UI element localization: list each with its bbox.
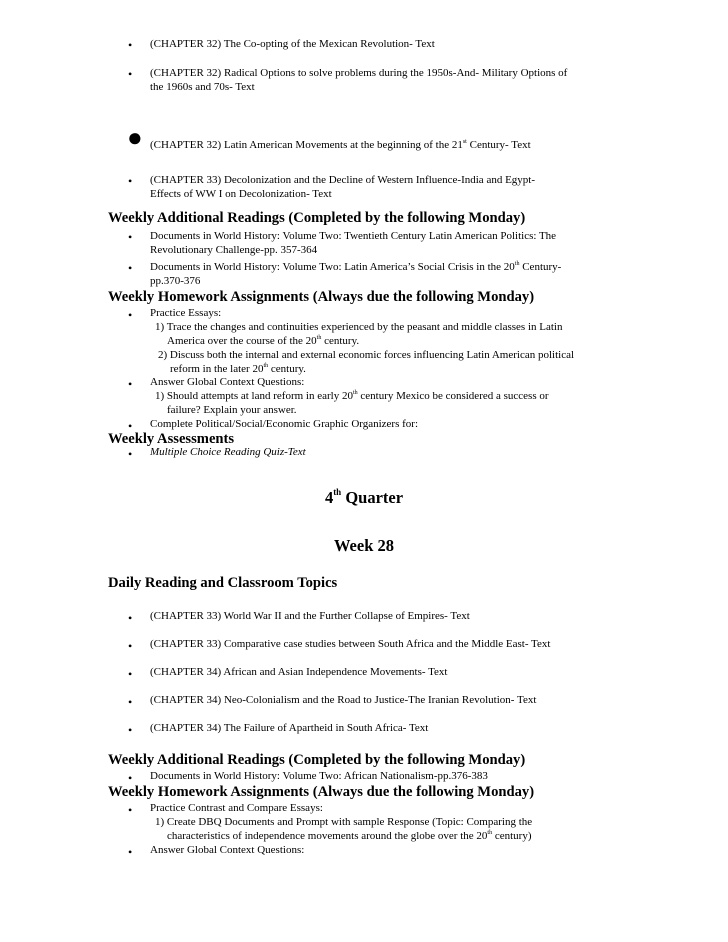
large-bullet: ●	[127, 123, 143, 152]
bullet: •	[128, 447, 133, 461]
context-question: 1) Should attempts at land reform in early 20th century Mexico be considered a success or	[155, 390, 549, 402]
global-context-label: Answer Global Context Questions:	[150, 376, 305, 388]
global-context-label: Answer Global Context Questions:	[150, 844, 305, 856]
reading-item: Documents in World History: Volume Two: Latin America’s Social Crisis in the 20th Century-	[150, 261, 562, 273]
bullet: •	[128, 174, 133, 188]
bullet: •	[128, 419, 133, 433]
topic-item: (CHAPTER 33) Comparative case studies between South Africa and the Middle East- Text	[150, 638, 551, 650]
essay-prompt: 1) Trace the changes and continuities experienced by the peasant and middle classes in Latin	[155, 321, 563, 333]
bullet: •	[128, 67, 133, 81]
context-question-continued: failure? Explain your answer.	[167, 404, 297, 416]
additional-readings-heading: Weekly Additional Readings (Completed by the following Monday)	[108, 752, 526, 768]
daily-topics-heading: Daily Reading and Classroom Topics	[108, 575, 338, 591]
quiz-item: Multiple Choice Reading Quiz-Text	[150, 446, 306, 458]
bullet: •	[128, 611, 133, 625]
organizers-item: Complete Political/Social/Economic Graphic Organizers for:	[150, 418, 419, 430]
essay-prompt-continued: America over the course of the 20th century.	[167, 335, 360, 347]
essay-prompt-continued: reform in the later 20th century.	[170, 363, 306, 375]
bullet: •	[128, 771, 133, 785]
week-title: Week 28	[333, 536, 395, 555]
homework-heading: Weekly Homework Assignments (Always due the following Monday)	[108, 289, 535, 305]
bullet: •	[128, 38, 133, 52]
homework-heading: Weekly Homework Assignments (Always due the following Monday)	[108, 784, 535, 800]
additional-readings-heading: Weekly Additional Readings (Completed by the following Monday)	[108, 210, 526, 226]
practice-essays-label: Practice Essays:	[150, 307, 222, 319]
reading-item-continued: pp.370-376	[150, 275, 201, 287]
bullet: •	[128, 723, 133, 737]
reading-item: Documents in World History: Volume Two: Twentieth Century Latin American Politics: The	[150, 230, 557, 242]
bullet: •	[128, 230, 133, 244]
quarter-title: 4th Quarter	[324, 487, 404, 507]
essay-prompt: 2) Discuss both the internal and external economic forces influencing Latin American political	[158, 349, 575, 361]
topic-item: (CHAPTER 33) Decolonization and the Decline of Western Influence-India and Egypt-	[150, 174, 536, 186]
topic-item: (CHAPTER 32) Radical Options to solve problems during the 1950s-And- Military Options of	[150, 67, 568, 79]
topic-item: (CHAPTER 34) Neo-Colonialism and the Road to Justice-The Iranian Revolution- Text	[150, 694, 537, 706]
bullet: •	[128, 261, 133, 275]
reading-item-continued: Revolutionary Challenge-pp. 357-364	[150, 244, 318, 256]
essay-prompt: 1) Create DBQ Documents and Prompt with sample Response (Topic: Comparing the	[155, 816, 533, 828]
bullet: •	[128, 377, 133, 391]
bullet: •	[128, 803, 133, 817]
bullet: •	[128, 639, 133, 653]
bullet: •	[128, 695, 133, 709]
bullet: •	[128, 667, 133, 681]
reading-item: Documents in World History: Volume Two: African Nationalism-pp.376-383	[150, 770, 488, 782]
essay-prompt-continued: characteristics of independence movements around the globe over the 20th century)	[167, 830, 532, 842]
assessments-heading: Weekly Assessments	[108, 431, 235, 447]
topic-item-continued: Effects of WW I on Decolonization- Text	[150, 188, 332, 200]
topic-item: (CHAPTER 32) Latin American Movements at the beginning of the 21st Century- Text	[150, 139, 531, 151]
topic-item: (CHAPTER 34) African and Asian Independence Movements- Text	[150, 666, 448, 678]
topic-item-continued: the 1960s and 70s- Text	[150, 81, 255, 93]
bullet: •	[128, 845, 133, 859]
bullet: •	[128, 308, 133, 322]
practice-essays-label: Practice Contrast and Compare Essays:	[150, 802, 323, 814]
topic-item: (CHAPTER 34) The Failure of Apartheid in South Africa- Text	[150, 722, 429, 734]
topic-item: (CHAPTER 32) The Co-opting of the Mexican Revolution- Text	[150, 38, 435, 50]
topic-item: (CHAPTER 33) World War II and the Further Collapse of Empires- Text	[150, 610, 470, 622]
